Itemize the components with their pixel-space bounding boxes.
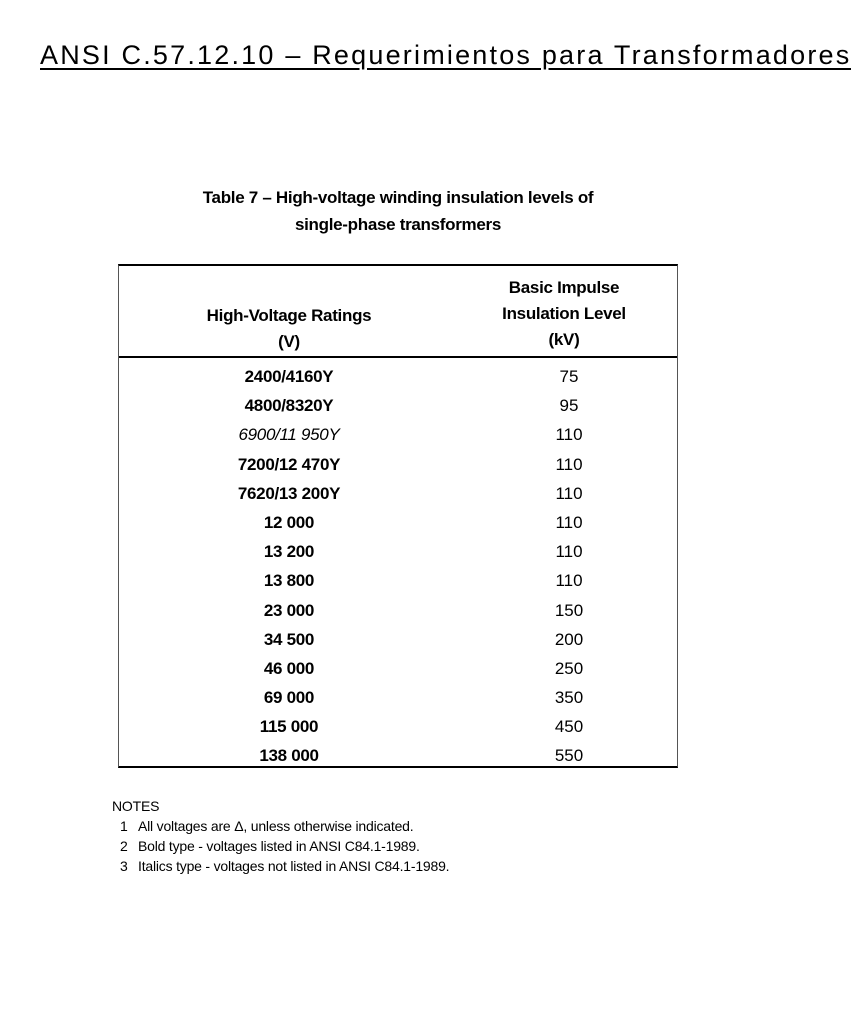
table-row bbox=[119, 712, 677, 741]
voltage-rating-cell: 13 200 bbox=[263, 542, 315, 562]
note-text: Italics type - voltages not listed in ANSI C84.1-1989. bbox=[138, 858, 450, 874]
bil-value-cell: 350 bbox=[554, 688, 584, 708]
page-title: ANSI C.57.12.10 – Requerimientos para Transformadores bbox=[40, 40, 851, 70]
note-item bbox=[112, 836, 449, 856]
voltage-rating-cell: 69 000 bbox=[263, 688, 315, 708]
table-row bbox=[119, 683, 677, 712]
table-row bbox=[119, 654, 677, 683]
table-row bbox=[119, 566, 677, 595]
voltage-rating-cell: 138 000 bbox=[259, 746, 319, 766]
table-row bbox=[119, 625, 677, 654]
note-number: 2 bbox=[120, 838, 128, 854]
voltage-rating-cell: 7200/12 470Y bbox=[237, 454, 341, 474]
table-row bbox=[119, 420, 677, 449]
note-item bbox=[112, 856, 449, 876]
header-unit: (V) bbox=[278, 332, 300, 351]
table-body bbox=[119, 362, 677, 771]
voltage-rating-cell: 46 000 bbox=[263, 658, 315, 678]
bil-value-cell: 250 bbox=[554, 658, 584, 678]
voltage-rating-cell: 6900/11 950Y bbox=[238, 425, 340, 445]
table-row bbox=[119, 741, 677, 770]
bil-value-cell: 110 bbox=[555, 542, 583, 562]
voltage-rating-cell: 13 800 bbox=[263, 571, 315, 591]
bil-value-cell: 110 bbox=[555, 454, 583, 474]
note-number: 3 bbox=[120, 858, 128, 874]
table-row bbox=[119, 479, 677, 508]
table-row bbox=[119, 508, 677, 537]
table-header-row bbox=[119, 266, 677, 358]
bil-value-cell: 450 bbox=[554, 717, 584, 737]
note-text: Bold type - voltages listed in ANSI C84.1-1989. bbox=[138, 838, 420, 854]
notes-section bbox=[112, 796, 449, 876]
header-text: Insulation Level bbox=[502, 304, 626, 323]
notes-heading: NOTES bbox=[112, 798, 160, 814]
header-unit: (kV) bbox=[548, 330, 580, 349]
bil-value-cell: 95 bbox=[559, 396, 579, 416]
table-row bbox=[119, 596, 677, 625]
voltage-rating-cell: 4800/8320Y bbox=[244, 396, 334, 416]
bil-value-cell: 150 bbox=[554, 600, 584, 620]
voltage-rating-cell: 115 000 bbox=[259, 717, 319, 737]
bil-value-cell: 110 bbox=[555, 483, 583, 503]
bil-value-cell: 550 bbox=[554, 746, 584, 766]
bil-value-cell: 110 bbox=[555, 512, 583, 532]
table-row bbox=[119, 537, 677, 566]
bil-value-cell: 110 bbox=[555, 425, 583, 445]
header-basic-impulse-insulation-level bbox=[479, 275, 649, 353]
bil-value-cell: 110 bbox=[555, 571, 583, 591]
header-text: Basic Impulse bbox=[508, 278, 620, 297]
voltage-rating-cell: 23 000 bbox=[263, 600, 315, 620]
note-number: 1 bbox=[120, 818, 128, 834]
bil-value-cell: 75 bbox=[559, 367, 579, 386]
table-caption-line-1: Table 7 – High-voltage winding insulation levels of bbox=[202, 188, 594, 207]
voltage-rating-cell: 34 500 bbox=[263, 629, 315, 649]
table-row bbox=[119, 391, 677, 420]
note-item bbox=[112, 816, 449, 836]
header-high-voltage-ratings bbox=[179, 303, 399, 355]
insulation-levels-table bbox=[118, 264, 678, 768]
table-caption bbox=[118, 184, 678, 238]
table-caption-line-2: single-phase transformers bbox=[294, 215, 501, 234]
voltage-rating-cell: 12 000 bbox=[263, 512, 315, 532]
table-row bbox=[119, 362, 677, 391]
table-row bbox=[119, 450, 677, 479]
note-text: All voltages are Δ, unless otherwise indicated. bbox=[138, 818, 414, 834]
voltage-rating-cell: 2400/4160Y bbox=[244, 367, 334, 386]
voltage-rating-cell: 7620/13 200Y bbox=[237, 483, 341, 503]
header-text: High-Voltage Ratings bbox=[206, 306, 372, 325]
bil-value-cell: 200 bbox=[554, 629, 584, 649]
